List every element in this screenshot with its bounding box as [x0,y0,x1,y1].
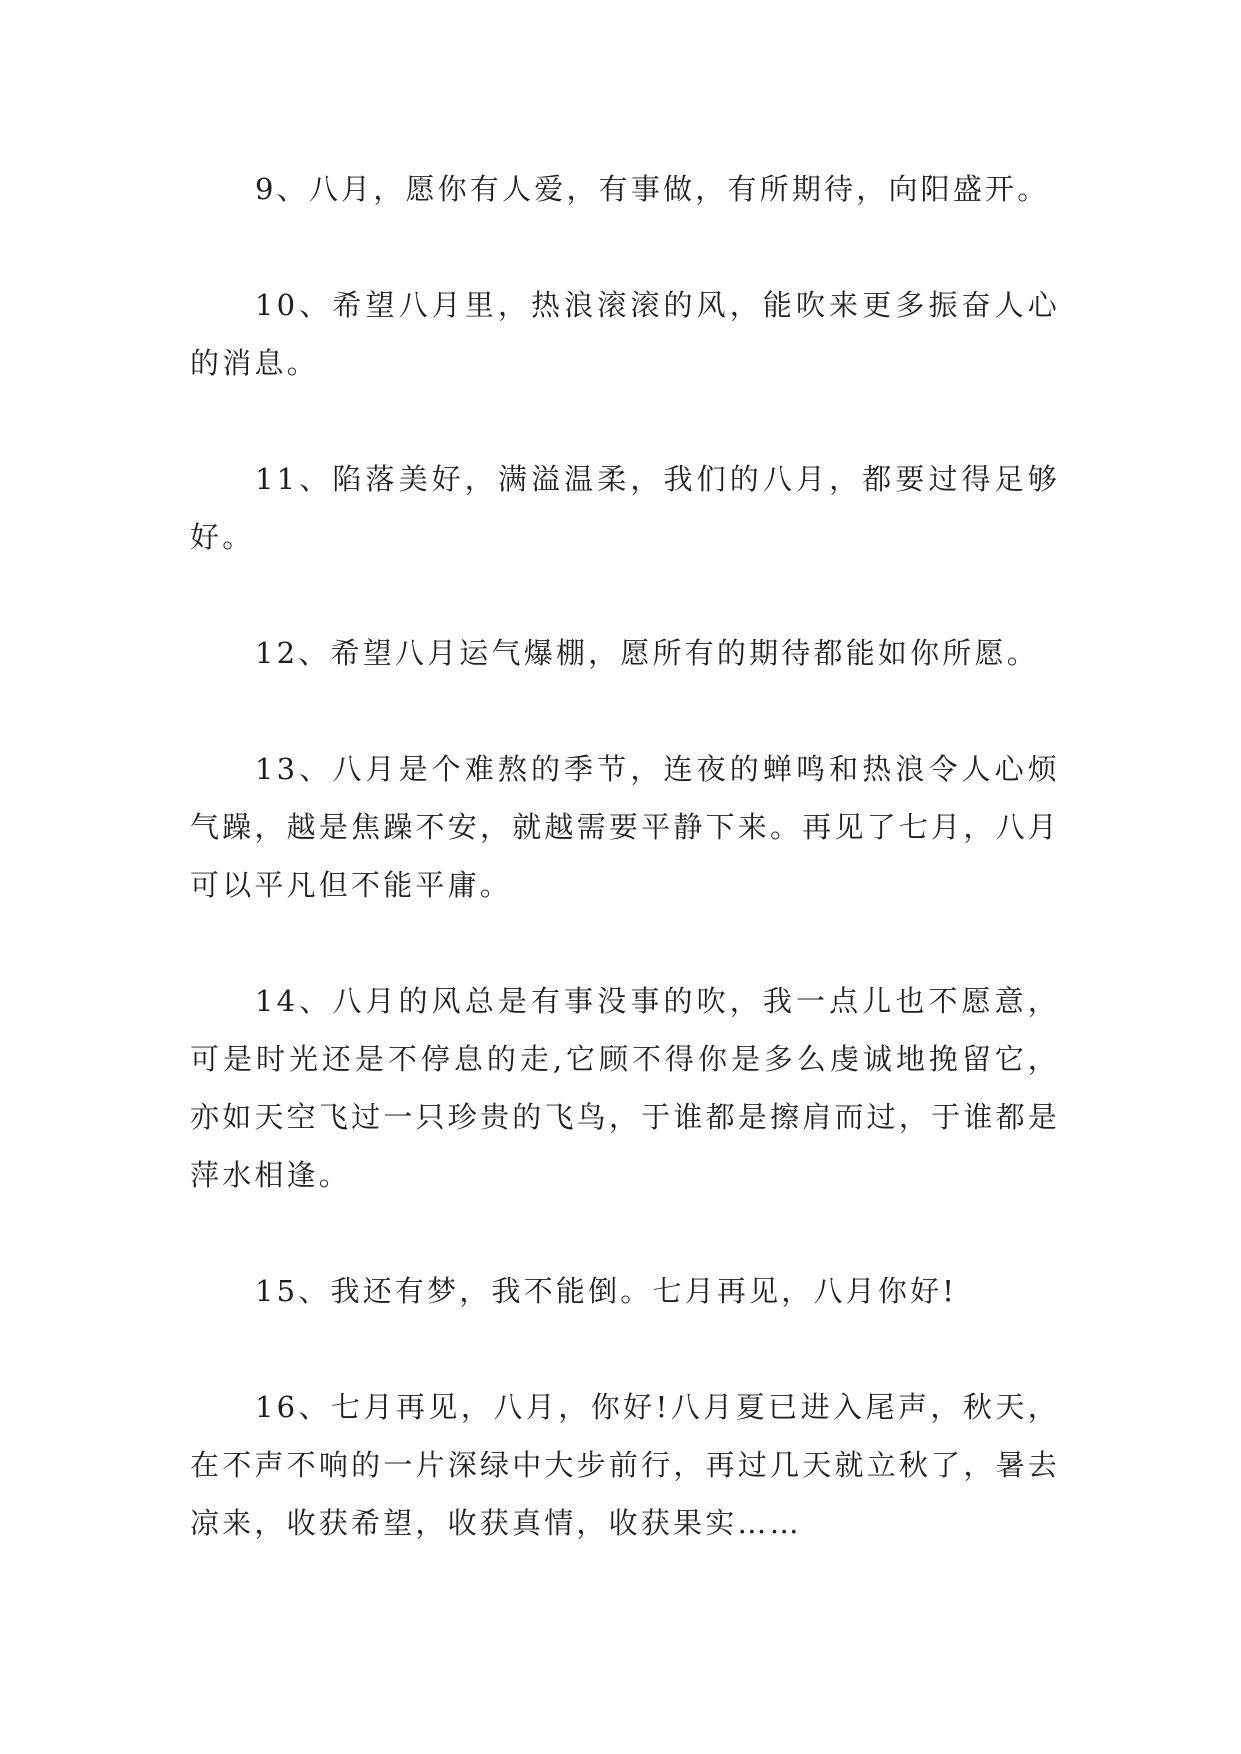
paragraph-11: 11、陷落美好，满溢温柔，我们的八月，都要过得足够好。 [190,462,1060,554]
paragraph-12: 12、希望八月运气爆棚，愿所有的期待都能如你所愿。 [255,636,1039,670]
paragraph-15: 15、我还有梦，我不能倒。七月再见，八月你好! [255,1274,958,1308]
paragraph-13: 13、八月是个难熬的季节，连夜的蝉鸣和热浪令人心烦气躁，越是焦躁不安，就越需要平静下来。再见了七月，八月可以平凡但不能平庸。 [190,752,1060,902]
paragraph-10: 10、希望八月里，热浪滚滚的风，能吹来更多振奋人心的消息。 [190,288,1060,380]
paragraph-14: 14、八月的风总是有事没事的吹，我一点儿也不愿意，可是时光还是不停息的走,它顾不得你是多么虔诚地挽留它，亦如天空飞过一只珍贵的飞鸟，于谁都是擦肩而过，于谁都是萍水相逢。 [190,984,1060,1192]
document-body [190,160,1060,1610]
paragraph-16: 16、七月再见，八月，你好!八月夏已进入尾声，秋天，在不声不响的一片深绿中大步前行，再过几天就立秋了，暑去凉来，收获希望，收获真情，收获果实…… [190,1390,1060,1540]
paragraph-9: 9、八月，愿你有人爱，有事做，有所期待，向阳盛开。 [255,172,1050,206]
